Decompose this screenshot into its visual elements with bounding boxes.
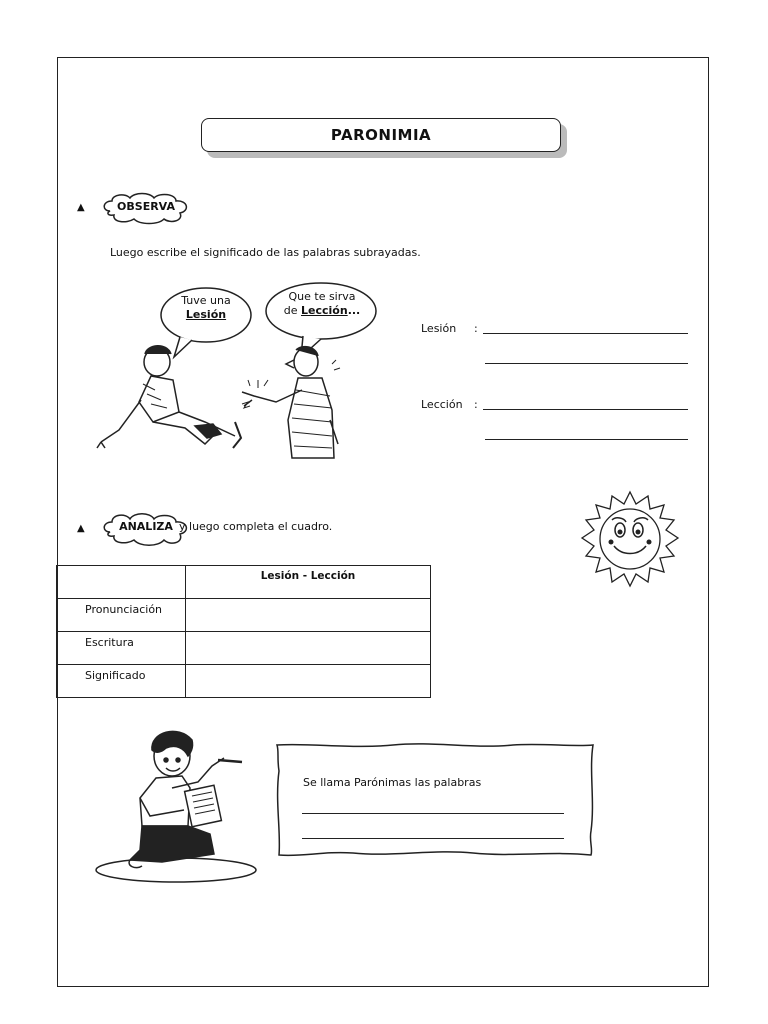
bubble-right-suffix: ... xyxy=(347,304,361,317)
table-header-empty xyxy=(57,566,186,599)
bubble-right-text xyxy=(273,290,371,318)
bubble-left-text xyxy=(168,294,244,322)
injured-boy-illustration xyxy=(95,340,250,455)
row-cell-pronunciacion xyxy=(186,599,431,632)
observa-instruction: Luego escribe el significado de las palabras subrayadas. xyxy=(110,246,421,259)
man-pointing-illustration xyxy=(236,340,346,462)
analiza-instruction: y luego completa el cuadro. xyxy=(179,520,333,533)
definition-lesion-label: Lesión xyxy=(421,322,457,335)
bubble-right-prefix: de xyxy=(283,304,302,317)
row-label-escritura: Escritura xyxy=(57,632,186,665)
definition-leccion-line-1 xyxy=(483,409,688,410)
bubble-right-word: Lección xyxy=(301,304,348,317)
table-row xyxy=(57,632,431,665)
table-row xyxy=(57,665,431,698)
observa-label: OBSERVA xyxy=(117,200,175,213)
pencil-bullet-icon-2: ▲ xyxy=(77,523,85,534)
row-cell-escritura xyxy=(186,632,431,665)
sun-icon xyxy=(578,490,682,588)
definition-leccion-colon: : xyxy=(474,398,478,411)
bubble-right-line1: Que te sirva xyxy=(288,290,356,303)
table-row xyxy=(57,599,431,632)
row-label-pronunciacion: Pronunciación xyxy=(57,599,186,632)
scroll-note-text: Se llama Parónimas las palabras xyxy=(303,776,482,789)
page-title: PARONIMIA xyxy=(201,118,561,152)
table-header: Lesión - Lección xyxy=(186,566,431,599)
scroll-note-line-1 xyxy=(302,813,564,814)
bubble-right-line2 xyxy=(273,304,371,318)
boy-writing-illustration xyxy=(92,726,260,884)
pencil-bullet-icon: ▲ xyxy=(77,202,85,213)
row-label-significado: Significado xyxy=(57,665,186,698)
row-cell-significado xyxy=(186,665,431,698)
title-banner xyxy=(201,118,561,152)
analiza-label: ANALIZA xyxy=(119,520,173,533)
definition-leccion-label: Lección xyxy=(421,398,463,411)
table-header-row xyxy=(57,566,431,599)
bubble-left-line1: Tuve una xyxy=(181,294,231,307)
definition-lesion-colon: : xyxy=(474,322,478,335)
comparison-table xyxy=(56,565,431,698)
definition-lesion-line-2 xyxy=(485,363,688,364)
definition-leccion-line-2 xyxy=(485,439,688,440)
definition-lesion-line-1 xyxy=(483,333,688,334)
scroll-note-line-2 xyxy=(302,838,564,839)
bubble-left-word: Lesión xyxy=(185,308,227,321)
scroll-note-frame xyxy=(273,741,597,859)
